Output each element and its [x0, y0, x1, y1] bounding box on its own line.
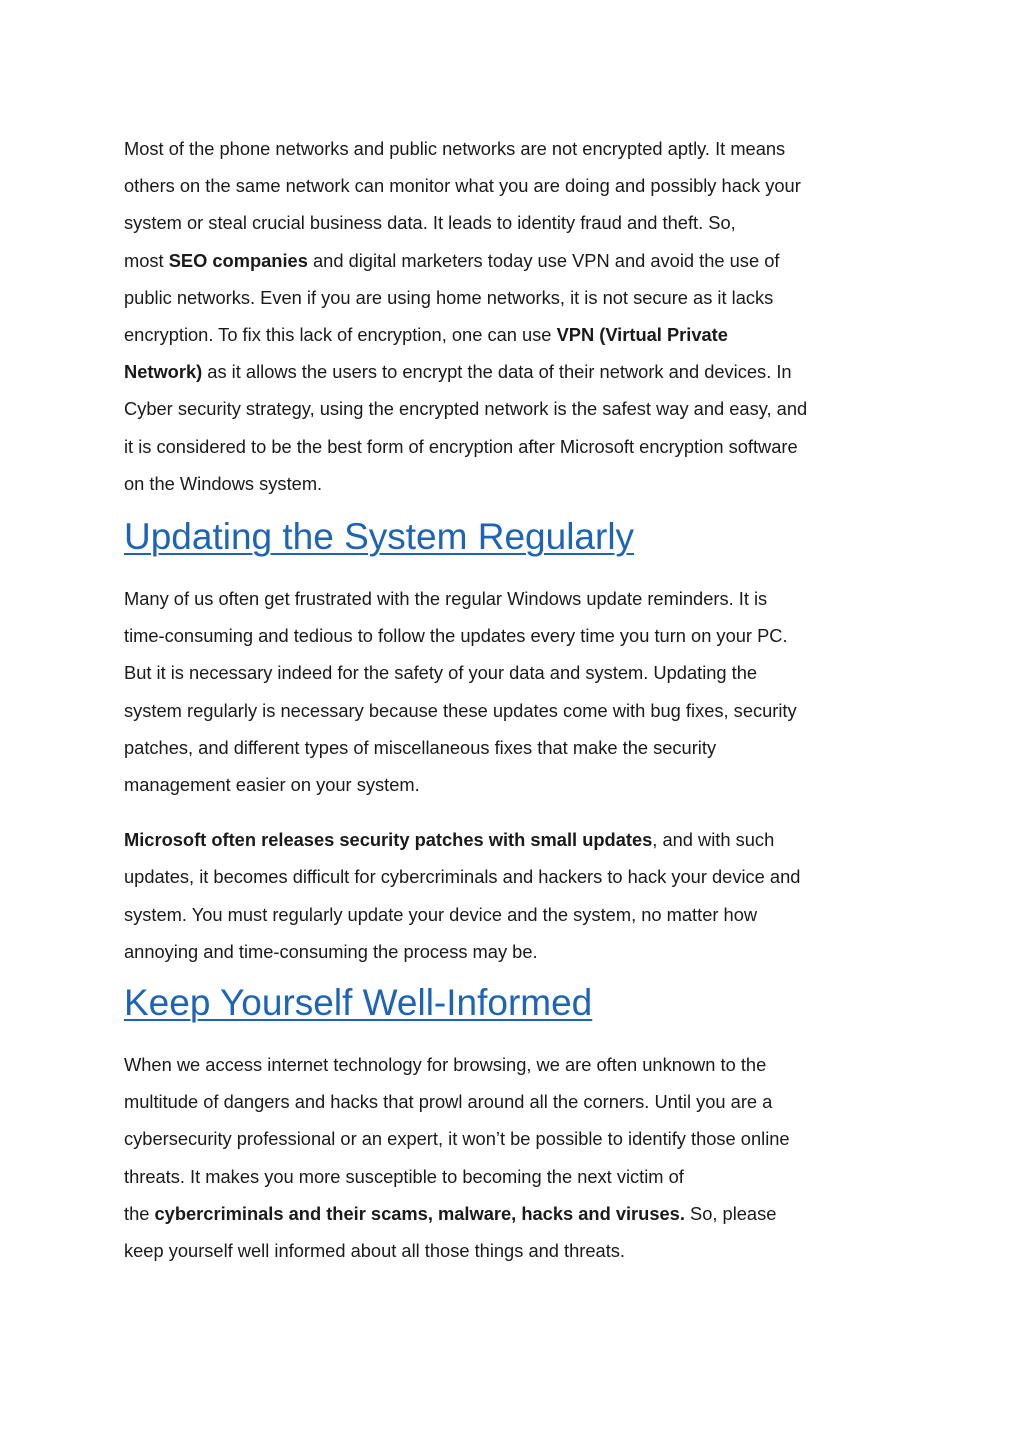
text-segment: , and with such — [652, 829, 775, 851]
text-line — [124, 242, 914, 279]
text-segment: encryption. To fix this lack of encryption, one can use — [124, 324, 557, 346]
text-segment: as it allows the users to encrypt the data of their network and devices. In — [202, 361, 792, 383]
text-line: it is considered to be the best form of encryption after Microsoft encryption software — [124, 435, 798, 457]
text-line: management easier on your system. — [124, 774, 420, 796]
text-segment: the — [124, 1202, 155, 1224]
text-line: public networks. Even if you are using home networks, it is not secure as it lacks — [124, 286, 774, 308]
text-line: annoying and time-consuming the process may be. — [124, 940, 538, 962]
heading-keep-well-informed[interactable]: Keep Yourself Well-Informed — [124, 982, 593, 1024]
text-line: keep yourself well informed about all those things and threats. — [124, 1240, 625, 1262]
text-line: multitude of dangers and hacks that prowl around all the corners. Until you are a — [124, 1091, 773, 1113]
text-segment: most — [124, 249, 169, 271]
text-line: When we access internet technology for browsing, we are often unknown to the — [124, 1054, 767, 1076]
text-segment: So, please — [684, 1202, 777, 1224]
text-line: system. You must regularly update your device and the system, no matter how — [124, 903, 758, 925]
heading-updating-system[interactable]: Updating the System Regularly — [124, 516, 635, 558]
text-line: But it is necessary indeed for the safety of your data and system. Updating the — [124, 662, 758, 684]
text-line — [124, 821, 914, 858]
bold-text-microsoft-patches: Microsoft often releases security patches with small updates — [124, 829, 653, 851]
text-line: updates, it becomes difficult for cybercriminals and hackers to hack your device and — [124, 866, 801, 888]
document-page — [124, 130, 914, 1269]
text-line: Many of us often get frustrated with the regular Windows update reminders. It is — [124, 588, 768, 610]
bold-text-vpn: VPN (Virtual Private — [556, 324, 728, 346]
bold-text-network: Network) — [124, 361, 203, 383]
text-line: system or steal crucial business data. It leads to identity fraud and theft. So, — [124, 212, 736, 234]
text-line: on the Windows system. — [124, 472, 323, 494]
paragraph-online-threats — [124, 1046, 914, 1269]
bold-text-seo-companies: SEO companies — [168, 249, 308, 271]
text-line: Cyber security strategy, using the encrypted network is the safest way and easy, and — [124, 398, 808, 420]
paragraph-security-patches — [124, 821, 914, 970]
paragraph-vpn-encryption — [124, 130, 914, 502]
bold-text-cybercriminals: cybercriminals and their scams, malware, hacks and viruses. — [154, 1202, 685, 1224]
text-line — [124, 316, 914, 353]
text-line: time-consuming and tedious to follow the updates every time you turn on your PC. — [124, 625, 788, 647]
text-segment: and digital marketers today use VPN and avoid the use of — [307, 249, 780, 271]
text-line — [124, 1195, 914, 1232]
text-line — [124, 353, 914, 390]
text-line: system regularly is necessary because these updates come with bug fixes, security — [124, 699, 797, 721]
text-line: cybersecurity professional or an expert, it won’t be possible to identify those online — [124, 1128, 790, 1150]
paragraph-windows-updates — [124, 580, 914, 803]
text-line: others on the same network can monitor what you are doing and possibly hack your — [124, 175, 801, 197]
text-line: threats. It makes you more susceptible to becoming the next victim of — [124, 1165, 684, 1187]
text-line: patches, and different types of miscellaneous fixes that make the security — [124, 736, 717, 758]
text-line: Most of the phone networks and public networks are not encrypted aptly. It means — [124, 138, 786, 159]
